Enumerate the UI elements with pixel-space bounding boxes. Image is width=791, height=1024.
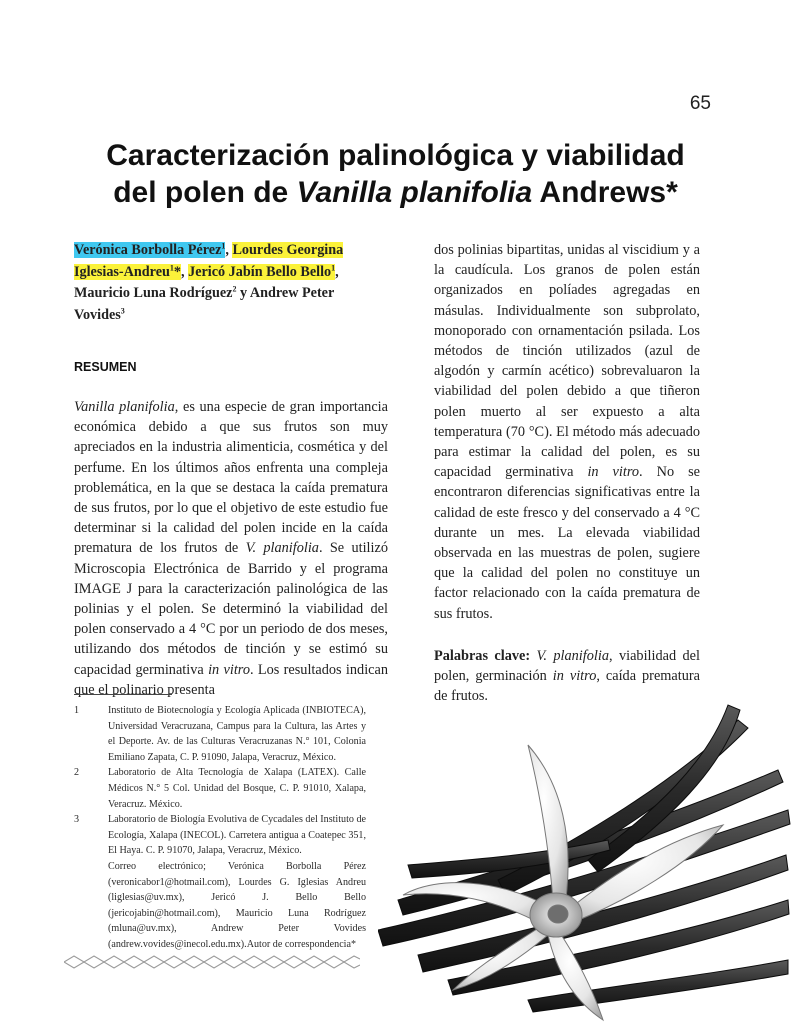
in-vitro-term: in vitro (208, 661, 250, 678)
author-separator: , (225, 242, 233, 258)
left-column (74, 240, 388, 700)
title-line-1: Caracterización palinológica y viabilidad (106, 139, 685, 172)
article-title (40, 137, 751, 211)
title-line-2-start: del polen de (113, 176, 297, 209)
abstract-text-left (74, 397, 388, 700)
footnote-number: 1 (74, 705, 80, 716)
author-1-affiliation: 1 (221, 241, 226, 251)
author-4-name: , Mauricio Luna Rodríguez (74, 263, 339, 301)
abstract-span: . No se encontraron diferencias significativas entre la calidad de este fresco y del conservado a 4 °C durante un mes. La elevada viabilidad observada en las muestras de polen, sugiere que la calidad del polen no constituye un factor relacionado con la caída prematura de sus frutos. (434, 464, 701, 622)
footnote-number: 2 (74, 767, 80, 779)
contact-emails: Correo electrónico; Verónica Borbolla Pérez (veronicabor1@hotmail.com), Lourdes G. Iglesias Andreu (liglesias@uv.mx), Jericó J. Bello Bello (jericojabin@hotmail.com), Mauricio Luna Rodríguez (mluna@uv.mx), Andrew Peter Vovides (andrew.vovides@inecol.edu.mx).Autor de correspondencia* (108, 860, 366, 950)
abstract-span: . Los resultados indican que el polinario presenta (74, 661, 389, 698)
keywords-span: , caída prematura de frutos. (434, 668, 700, 705)
author-5-affiliation: 3 (120, 305, 125, 315)
author-4-affiliation: 2 (232, 284, 237, 294)
title-line-2-end: Andrews* (532, 176, 678, 209)
footnotes (74, 703, 366, 953)
footnote-number: 3 (74, 814, 80, 826)
author-1-name: Verónica Borbolla Pérez (74, 242, 222, 258)
footnote-text: Instituto de Biotecnología y Ecología Aplicada (INBIOTECA), Universidad Veracruzana, Campus para la Cultura, las Artes y el Deporte. Av. de las Culturas Veracruzanas N.° 101, Colonia Emiliano Zapata, C. P. 91090, Jalapa, Veracruz, México. (108, 705, 366, 763)
species-name: V. planifolia (245, 540, 319, 557)
abstract-span: dos polinias bipartitas, unidas al viscidium y a la caudícula. Los granos de polen están organizados en políades agregadas en másulas. Individualmente son subprolato, monoporado con ornamentación psilada. Los métodos de tinción utilizados (azul de algodón y carmín acético) sobrevaluaron la viabilidad del polen debido a que tiñeron polen muerto al ser expuesto a alta temperatura (70 °C). El método más adecuado para estimar la calidad del polen, es su capacidad germinativa (434, 242, 700, 481)
footnote-1 (74, 703, 366, 765)
decorative-ornament (64, 951, 360, 973)
abstract-text-right (434, 240, 700, 624)
abstract-span: , es una especie de gran importancia económica debido a que sus frutos son muy apreciados en la industria alimenticia, cosmética y del perfume. En los últimos años enfrenta una compleja problemática, en la que se destaca la caída prematura de sus frutos, por lo que el objetivo de este estudio fue determinar si la calidad del polen incide en la caída prematura de los frutos de (74, 399, 388, 557)
author-3-name: Jericó Jabín Bello Bello (188, 263, 332, 280)
vanilla-flower-and-pods-image (378, 690, 791, 1024)
species-name: Vanilla planifolia (74, 399, 175, 415)
author-2-affiliation: 1 (169, 262, 174, 272)
author-3-affiliation: 1 (331, 262, 336, 272)
abstract-span: . Se utilizó Microscopia Electrónica de Barrido y el programa IMAGE J para la caracterización palinológica de las polinias y el polen. Se determinó la viabilidad del polen conservado a 4 °C por un periodo de dos meses, utilizando dos métodos de tinción y se estimó su capacidad germinativa (74, 540, 388, 678)
author-1 (74, 242, 225, 258)
footnote-3 (74, 812, 366, 859)
keywords-span: , viabilidad del polen, germinación (434, 647, 700, 685)
title-species: Vanilla planifolia (296, 176, 533, 209)
resumen-heading: RESUMEN (74, 360, 137, 374)
footnote-divider (74, 694, 172, 695)
footnote-text: Laboratorio de Alta Tecnología de Xalapa (LATEX). Calle Médicos N.° 5 Col. Unidad del Bosque, C. P. 91010, Xalapa, Veracruz. México. (108, 767, 366, 810)
author-5-name: y Andrew Peter Vovides (74, 285, 335, 323)
in-vitro-term: in vitro (552, 668, 597, 685)
author-list (74, 240, 388, 326)
author-2-name: Lourdes Georgina Iglesias-Andreu (74, 242, 344, 280)
footnote-2 (74, 765, 366, 812)
corresponding-mark: * (173, 263, 182, 280)
page-number: 65 (689, 93, 711, 114)
author-3 (188, 264, 335, 280)
right-column (434, 240, 700, 706)
footnote-text: Laboratorio de Biología Evolutiva de Cycadales del Instituto de Ecología, Xalapa (INECOL). Carretera antigua a Coatepec 351, El Haya. C. P. 91070, Jalapa, Veracruz, México. (108, 814, 366, 857)
in-vitro-term: in vitro (587, 464, 640, 481)
species-name: V. planifolia (530, 647, 609, 664)
author-separator: , (181, 263, 189, 280)
keywords-label: Palabras clave: (434, 647, 531, 664)
